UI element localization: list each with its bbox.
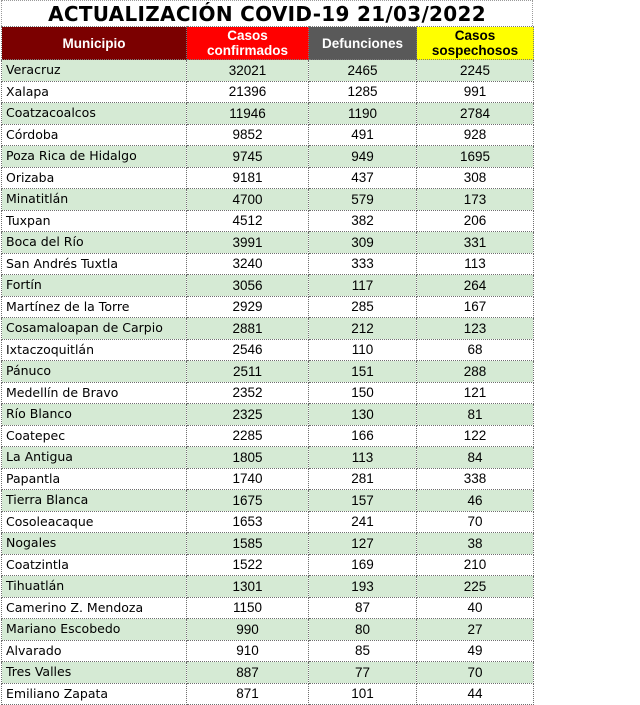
cell-defunciones: 193 xyxy=(309,576,417,598)
table-row xyxy=(2,167,534,189)
cell-municipio: Córdoba xyxy=(2,124,187,146)
cell-casos-confirmados: 2285 xyxy=(187,425,309,447)
cell-casos-sospechosos: 2245 xyxy=(417,60,534,82)
cell-casos-sospechosos: 38 xyxy=(417,533,534,555)
cell-casos-confirmados: 2325 xyxy=(187,404,309,426)
cell-casos-sospechosos: 2784 xyxy=(417,103,534,125)
table-row xyxy=(2,60,534,82)
cell-defunciones: 437 xyxy=(309,167,417,189)
table-row xyxy=(2,146,534,168)
table-row xyxy=(2,253,534,275)
cell-municipio: Medellín de Bravo xyxy=(2,382,187,404)
table-row xyxy=(2,447,534,469)
covid-update-sheet xyxy=(1,0,533,705)
cell-municipio: Xalapa xyxy=(2,81,187,103)
cell-casos-sospechosos: 113 xyxy=(417,253,534,275)
cell-defunciones: 281 xyxy=(309,468,417,490)
cell-municipio: Tierra Blanca xyxy=(2,490,187,512)
cell-casos-sospechosos: 84 xyxy=(417,447,534,469)
cell-defunciones: 101 xyxy=(309,683,417,705)
cell-casos-sospechosos: 44 xyxy=(417,683,534,705)
cell-defunciones: 87 xyxy=(309,597,417,619)
cell-casos-confirmados: 2929 xyxy=(187,296,309,318)
cell-casos-confirmados: 11946 xyxy=(187,103,309,125)
cell-casos-confirmados: 910 xyxy=(187,640,309,662)
cell-casos-confirmados: 4700 xyxy=(187,189,309,211)
cell-casos-sospechosos: 40 xyxy=(417,597,534,619)
cell-casos-sospechosos: 70 xyxy=(417,662,534,684)
cell-municipio: Coatzacoalcos xyxy=(2,103,187,125)
cell-casos-sospechosos: 928 xyxy=(417,124,534,146)
cell-casos-sospechosos: 288 xyxy=(417,361,534,383)
table-row xyxy=(2,210,534,232)
cell-defunciones: 1285 xyxy=(309,81,417,103)
table-row xyxy=(2,640,534,662)
cell-municipio: Orizaba xyxy=(2,167,187,189)
header-defunciones: Defunciones xyxy=(309,27,417,60)
table-row xyxy=(2,189,534,211)
cell-casos-confirmados: 2881 xyxy=(187,318,309,340)
cell-defunciones: 85 xyxy=(309,640,417,662)
table-row xyxy=(2,232,534,254)
cell-casos-confirmados: 1805 xyxy=(187,447,309,469)
cell-casos-confirmados: 9852 xyxy=(187,124,309,146)
table-row xyxy=(2,425,534,447)
table-row xyxy=(2,490,534,512)
table-row xyxy=(2,382,534,404)
cell-defunciones: 579 xyxy=(309,189,417,211)
cell-casos-sospechosos: 210 xyxy=(417,554,534,576)
cell-municipio: Tihuatlán xyxy=(2,576,187,598)
cell-casos-sospechosos: 167 xyxy=(417,296,534,318)
cell-defunciones: 113 xyxy=(309,447,417,469)
cell-casos-sospechosos: 308 xyxy=(417,167,534,189)
cell-defunciones: 80 xyxy=(309,619,417,641)
cell-casos-confirmados: 3056 xyxy=(187,275,309,297)
cell-defunciones: 166 xyxy=(309,425,417,447)
cell-casos-confirmados: 1301 xyxy=(187,576,309,598)
cell-municipio: Minatitlán xyxy=(2,189,187,211)
cell-defunciones: 309 xyxy=(309,232,417,254)
cell-municipio: Camerino Z. Mendoza xyxy=(2,597,187,619)
header-row xyxy=(2,27,534,60)
table-row xyxy=(2,554,534,576)
cell-casos-confirmados: 2511 xyxy=(187,361,309,383)
cell-defunciones: 2465 xyxy=(309,60,417,82)
cell-casos-sospechosos: 27 xyxy=(417,619,534,641)
cell-casos-confirmados: 2546 xyxy=(187,339,309,361)
cell-casos-sospechosos: 81 xyxy=(417,404,534,426)
cell-defunciones: 212 xyxy=(309,318,417,340)
table-row xyxy=(2,511,534,533)
cell-municipio: Fortín xyxy=(2,275,187,297)
cell-casos-confirmados: 2352 xyxy=(187,382,309,404)
cell-municipio: Cosamaloapan de Carpio xyxy=(2,318,187,340)
table-row xyxy=(2,468,534,490)
header-casos-sospechosos: Casos sospechosos xyxy=(417,27,534,60)
cell-municipio: Alvarado xyxy=(2,640,187,662)
cell-municipio: Tuxpan xyxy=(2,210,187,232)
table-row xyxy=(2,619,534,641)
cell-municipio: Papantla xyxy=(2,468,187,490)
cell-defunciones: 127 xyxy=(309,533,417,555)
cell-municipio: Emiliano Zapata xyxy=(2,683,187,705)
table-row xyxy=(2,124,534,146)
table-row xyxy=(2,81,534,103)
cell-casos-sospechosos: 123 xyxy=(417,318,534,340)
cell-casos-sospechosos: 225 xyxy=(417,576,534,598)
table-row xyxy=(2,361,534,383)
cell-casos-confirmados: 9745 xyxy=(187,146,309,168)
cell-casos-confirmados: 4512 xyxy=(187,210,309,232)
cell-casos-confirmados: 1522 xyxy=(187,554,309,576)
cell-defunciones: 285 xyxy=(309,296,417,318)
table-row xyxy=(2,576,534,598)
cell-casos-confirmados: 1585 xyxy=(187,533,309,555)
cell-casos-confirmados: 32021 xyxy=(187,60,309,82)
cell-casos-confirmados: 887 xyxy=(187,662,309,684)
cell-municipio: Nogales xyxy=(2,533,187,555)
cell-casos-sospechosos: 264 xyxy=(417,275,534,297)
header-casos-confirmados: Casos confirmados xyxy=(187,27,309,60)
cell-casos-sospechosos: 121 xyxy=(417,382,534,404)
cell-casos-confirmados: 21396 xyxy=(187,81,309,103)
cell-municipio: Boca del Río xyxy=(2,232,187,254)
table-row xyxy=(2,318,534,340)
cell-casos-confirmados: 3240 xyxy=(187,253,309,275)
sheet-title: ACTUALIZACIÓN COVID-19 21/03/2022 xyxy=(1,0,533,26)
cell-defunciones: 110 xyxy=(309,339,417,361)
cell-municipio: Tres Valles xyxy=(2,662,187,684)
cell-defunciones: 333 xyxy=(309,253,417,275)
cell-casos-sospechosos: 46 xyxy=(417,490,534,512)
cell-defunciones: 491 xyxy=(309,124,417,146)
cell-municipio: San Andrés Tuxtla xyxy=(2,253,187,275)
cell-casos-sospechosos: 122 xyxy=(417,425,534,447)
cell-casos-confirmados: 9181 xyxy=(187,167,309,189)
cell-casos-confirmados: 871 xyxy=(187,683,309,705)
table-row xyxy=(2,103,534,125)
cell-casos-sospechosos: 206 xyxy=(417,210,534,232)
cell-municipio: Pánuco xyxy=(2,361,187,383)
table-row xyxy=(2,296,534,318)
cell-defunciones: 157 xyxy=(309,490,417,512)
cell-casos-sospechosos: 331 xyxy=(417,232,534,254)
cell-defunciones: 949 xyxy=(309,146,417,168)
cell-municipio: Martínez de la Torre xyxy=(2,296,187,318)
cell-municipio: Cosoleacaque xyxy=(2,511,187,533)
cell-casos-sospechosos: 338 xyxy=(417,468,534,490)
cell-defunciones: 117 xyxy=(309,275,417,297)
table-row xyxy=(2,339,534,361)
cell-defunciones: 1190 xyxy=(309,103,417,125)
table-row xyxy=(2,404,534,426)
cell-defunciones: 382 xyxy=(309,210,417,232)
cell-casos-sospechosos: 1695 xyxy=(417,146,534,168)
cell-casos-sospechosos: 68 xyxy=(417,339,534,361)
cell-casos-confirmados: 1653 xyxy=(187,511,309,533)
cell-defunciones: 169 xyxy=(309,554,417,576)
cell-defunciones: 77 xyxy=(309,662,417,684)
table-row xyxy=(2,533,534,555)
cell-casos-confirmados: 990 xyxy=(187,619,309,641)
table-row xyxy=(2,597,534,619)
cell-casos-confirmados: 1150 xyxy=(187,597,309,619)
cell-municipio: Ixtaczoquitlán xyxy=(2,339,187,361)
cell-casos-sospechosos: 173 xyxy=(417,189,534,211)
cell-defunciones: 130 xyxy=(309,404,417,426)
cell-casos-sospechosos: 991 xyxy=(417,81,534,103)
cell-municipio: Veracruz xyxy=(2,60,187,82)
cell-defunciones: 151 xyxy=(309,361,417,383)
covid-table xyxy=(1,26,534,705)
cell-municipio: Río Blanco xyxy=(2,404,187,426)
cell-municipio: Coatepec xyxy=(2,425,187,447)
cell-defunciones: 241 xyxy=(309,511,417,533)
cell-casos-sospechosos: 70 xyxy=(417,511,534,533)
cell-municipio: Coatzintla xyxy=(2,554,187,576)
cell-casos-confirmados: 3991 xyxy=(187,232,309,254)
table-row xyxy=(2,275,534,297)
table-body xyxy=(2,60,534,705)
table-row xyxy=(2,662,534,684)
cell-municipio: Poza Rica de Hidalgo xyxy=(2,146,187,168)
cell-defunciones: 150 xyxy=(309,382,417,404)
header-municipio: Municipio xyxy=(2,27,187,60)
cell-municipio: La Antigua xyxy=(2,447,187,469)
cell-casos-confirmados: 1740 xyxy=(187,468,309,490)
cell-casos-sospechosos: 49 xyxy=(417,640,534,662)
cell-casos-confirmados: 1675 xyxy=(187,490,309,512)
table-row xyxy=(2,683,534,705)
cell-municipio: Mariano Escobedo xyxy=(2,619,187,641)
